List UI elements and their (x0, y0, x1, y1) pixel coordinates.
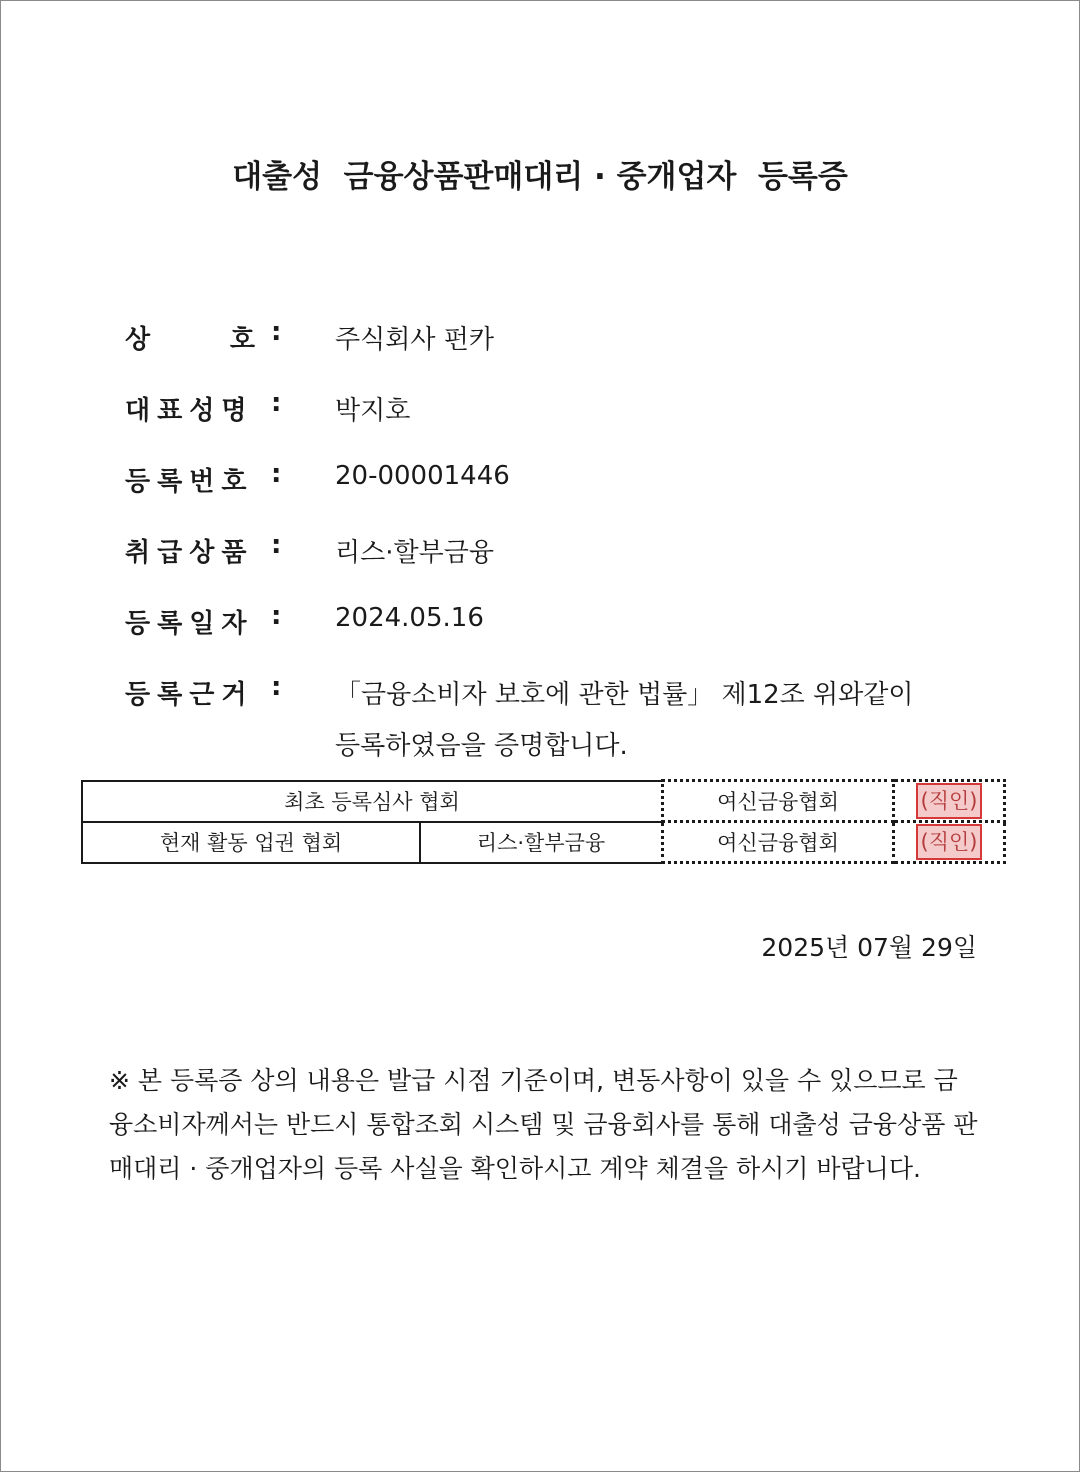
field-label-part: 상 (125, 325, 151, 355)
field-colon: : (271, 530, 282, 560)
field-colon: : (271, 317, 282, 347)
field-value: 2024.05.16 (335, 603, 484, 633)
field-label: 등록일자 (125, 609, 254, 639)
document-title: 대출성 금융상품판매대리 · 중개업자 등록증 (232, 159, 848, 195)
field-label-part: 호 (229, 325, 255, 355)
table-cell-sector: 리스·할부금융 (420, 822, 663, 863)
field-value (335, 674, 914, 762)
association-table (81, 779, 1006, 864)
field-value: 리스·할부금융 (335, 538, 494, 568)
field-label: 등록번호 (125, 467, 254, 497)
table-cell-association: 여신금융협회 (663, 781, 894, 822)
field-label: 대표성명 (125, 396, 254, 426)
field-value: 주식회사 펀카 (335, 325, 494, 355)
basis-line-2: 등록하였음을 증명합니다. (335, 731, 628, 761)
table-cell-association: 여신금융협회 (663, 822, 894, 863)
field-label: 등록근거 (125, 680, 254, 710)
table-cell-seal (894, 781, 1005, 822)
field-label (125, 319, 255, 356)
field-value: 박지호 (335, 396, 411, 426)
field-colon: : (271, 672, 282, 702)
notice-text: ※ 본 등록증 상의 내용은 발급 시점 기준이며, 변동사항이 있을 수 있으므로 금융소비자께서는 반드시 통합조회 시스템 및 금융회사를 통해 대출성 금융상품 판매대리 · 중개업자의 등록 사실을 확인하시고 계약 체결을 하시기 바랍니다. (109, 1066, 978, 1183)
table-cell-label: 최초 등록심사 협회 (82, 781, 663, 822)
table-cell-seal (894, 822, 1005, 863)
table-cell-label: 현재 활동 업권 협회 (82, 822, 420, 863)
table-row (82, 822, 1005, 863)
official-seal: (직인) (916, 783, 983, 819)
table-row (82, 781, 1005, 822)
field-colon: : (271, 601, 282, 631)
field-label: 취급상품 (125, 538, 254, 568)
field-colon: : (271, 459, 282, 489)
basis-line-1: 「금융소비자 보호에 관한 법률」 제12조 위와같이 (335, 680, 914, 710)
official-seal: (직인) (916, 824, 983, 860)
field-colon: : (271, 388, 282, 418)
issue-date: 2025년 07월 29일 (761, 933, 977, 962)
field-value: 20-00001446 (335, 461, 510, 491)
